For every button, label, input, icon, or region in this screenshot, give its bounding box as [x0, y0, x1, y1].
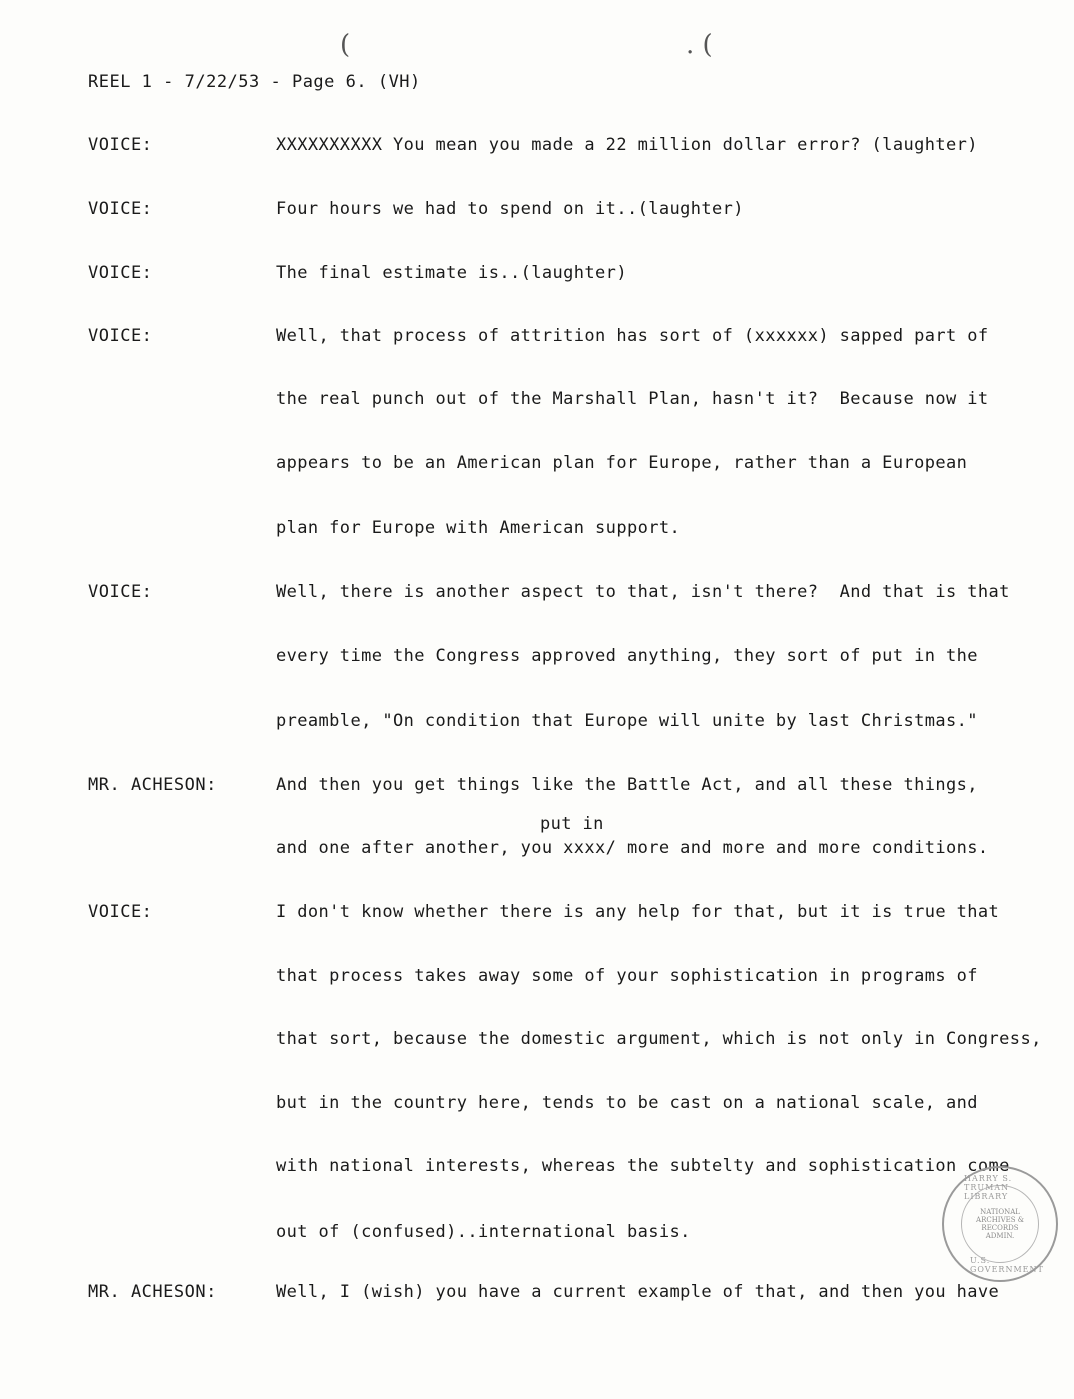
page-header: REEL 1 - 7/22/53 - Page 6. (VH)	[88, 72, 421, 92]
transcript-line: The final estimate is..(laughter)	[276, 263, 627, 283]
transcript-line: Well, there is another aspect to that, isn't there? And that is that	[276, 582, 1010, 602]
transcript-line: and one after another, you xxxx/ more and more and more conditions.	[276, 838, 989, 858]
archive-stamp	[942, 1166, 1058, 1282]
transcript-line: XXXXXXXXXX You mean you made a 22 million dollar error? (laughter)	[276, 135, 978, 155]
speaker-label: VOICE:	[88, 199, 153, 219]
transcript-line: Four hours we had to spend on it..(laughter)	[276, 199, 744, 219]
speaker-label: VOICE:	[88, 582, 153, 602]
transcript-line: appears to be an American plan for Europe, rather than a European	[276, 453, 968, 473]
transcript-line: the real punch out of the Marshall Plan, hasn't it? Because now it	[276, 389, 989, 409]
transcript-line: but in the country here, tends to be cast on a national scale, and	[276, 1093, 978, 1113]
speaker-label: VOICE:	[88, 902, 153, 922]
speaker-label: VOICE:	[88, 135, 153, 155]
transcript-line: out of (confused)..international basis.	[276, 1222, 691, 1242]
transcript-line: I don't know whether there is any help for that, but it is true that	[276, 902, 1000, 922]
stamp-center-line: RECORDS	[981, 1224, 1019, 1232]
margin-mark-right: . (	[686, 30, 713, 60]
transcript-line: Well, I (wish) you have a current example of that, and then you have	[276, 1282, 1000, 1302]
transcript-line: that process takes away some of your sophistication in programs of	[276, 966, 978, 986]
transcript-line: with national interests, whereas the subtelty and sophistication come	[276, 1156, 1010, 1176]
stamp-ring-bottom-text: U.S. GOVERNMENT	[970, 1256, 1044, 1274]
stamp-center-line: NATIONAL	[980, 1207, 1020, 1216]
speaker-label: VOICE:	[88, 326, 153, 346]
stamp-ring-top-text: HARRY S. TRUMAN LIBRARY	[964, 1174, 1013, 1201]
speaker-label: MR. ACHESON:	[88, 1282, 217, 1302]
transcript-line: Well, that process of attrition has sort of (xxxxxx) sapped part of	[276, 326, 989, 346]
handwritten-insertion: put in	[540, 814, 604, 834]
transcript-line: And then you get things like the Battle Act, and all these things,	[276, 775, 978, 795]
transcript-line: that sort, because the domestic argument, which is not only in Congress,	[276, 1029, 1042, 1049]
margin-mark-left: (	[340, 30, 351, 60]
stamp-center-line: ARCHIVES &	[976, 1215, 1024, 1224]
transcript-line: plan for Europe with American support.	[276, 518, 681, 538]
speaker-label: MR. ACHESON:	[88, 775, 217, 795]
transcript-line: preamble, "On condition that Europe will unite by last Christmas."	[276, 711, 978, 731]
stamp-center-line: ADMIN.	[985, 1232, 1015, 1241]
transcript-line: every time the Congress approved anything, they sort of put in the	[276, 646, 978, 666]
speaker-label: VOICE:	[88, 263, 153, 283]
